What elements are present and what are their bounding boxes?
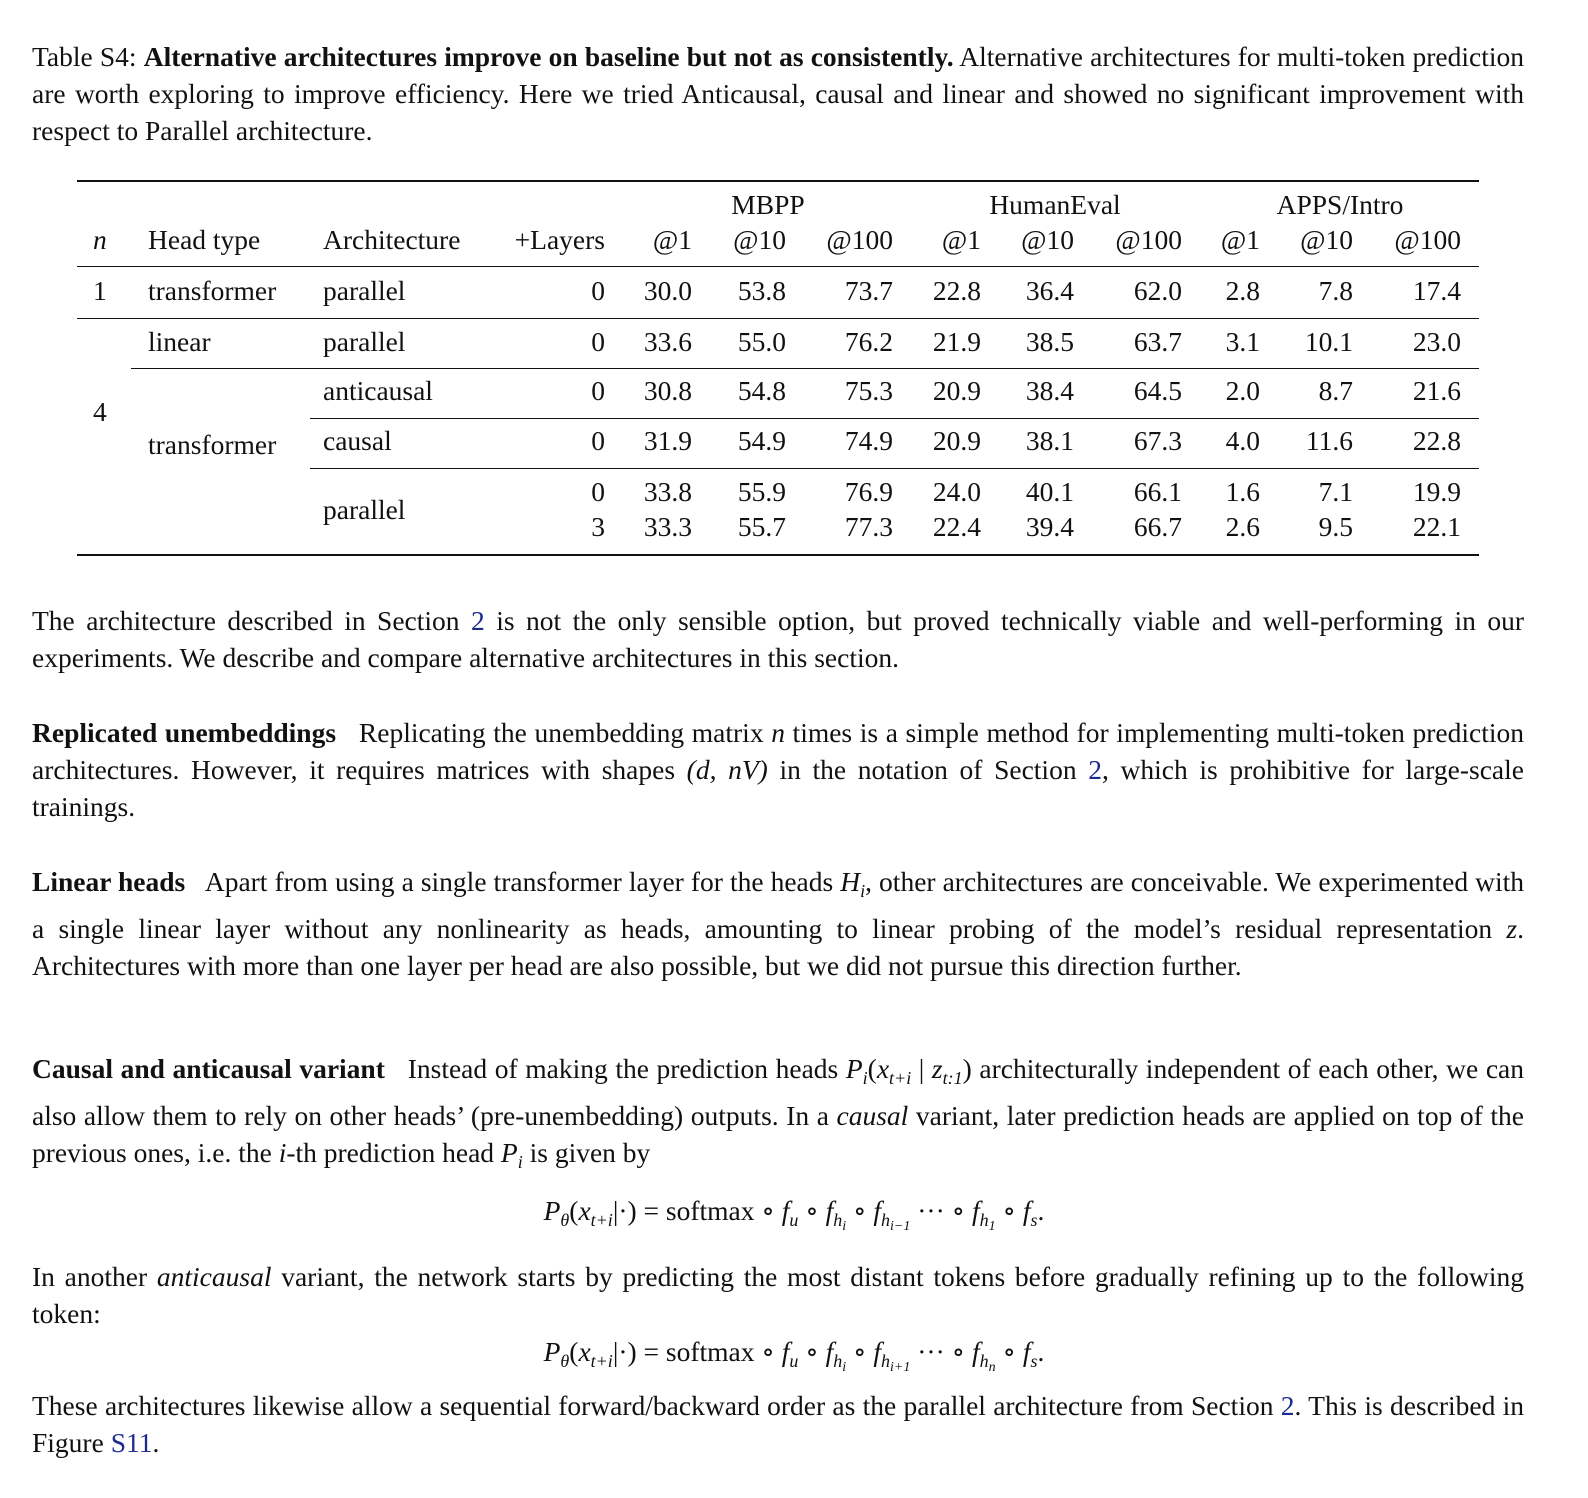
table-value: 76.2 (844, 326, 893, 357)
linear-heads-paragraph (32, 863, 1524, 984)
table-value: 40.1 (1025, 476, 1074, 507)
table-value: 2.0 (1225, 375, 1260, 406)
table-value: 55.0 (737, 326, 786, 357)
table-value: 30.8 (643, 375, 692, 406)
section-link[interactable]: 2 (1280, 1390, 1295, 1421)
group-header-mbpp: MBPP (731, 189, 805, 220)
table-value: 22.4 (932, 511, 981, 542)
table-value: 0 (591, 425, 605, 456)
table-value: 8.7 (1318, 375, 1353, 406)
table-value: 22.8 (932, 275, 981, 306)
table-value: 74.9 (844, 425, 893, 456)
math-Pi: $P_i$ (845, 1053, 868, 1088)
text: In another (32, 1261, 157, 1292)
text: Apart from using a single transformer layer for the heads (204, 866, 841, 897)
table-value: 77.3 (844, 511, 893, 542)
table-rule (310, 418, 1479, 419)
text: Instead of making the prediction heads (407, 1053, 846, 1084)
table-rule (77, 180, 1479, 182)
text: times is a simple method for implementing multi-token prediction architectures. However, it requires matrices with shapes (32, 717, 1524, 785)
table-value: 64.5 (1133, 375, 1182, 406)
n-value: 4 (93, 396, 107, 427)
equation-anticausal: $P_\theta(x_{t+i}|\cdot)$ = softmax ∘ $f_u$ ∘ $f_{h_i}$ ∘ $f_{h_{i+1}}$ ··· ∘ $f_{h_n}$ ∘ $f_s$. (543, 1336, 1045, 1375)
architecture: parallel (323, 326, 406, 357)
column-header: @100 (1394, 224, 1461, 255)
table-value: 66.1 (1133, 476, 1182, 507)
column-header: @100 (1115, 224, 1182, 255)
intro-text: The architecture described in Section (32, 605, 471, 636)
softmax-text: softmax (665, 1195, 755, 1226)
table-value: 17.4 (1412, 275, 1461, 306)
table-value: 2.8 (1225, 275, 1260, 306)
column-header: @1 (1220, 224, 1260, 255)
figure-link[interactable]: S11 (110, 1427, 153, 1458)
table-value: 33.3 (643, 511, 692, 542)
table-value: 23.0 (1412, 326, 1461, 357)
section-link[interactable]: 2 (1088, 754, 1102, 785)
caption-body: Alternative architectures for multi-token prediction are worth exploring to improve efficiency. Here we tried Anticausal, causal and linear and showed no significant improvement with respect to Parallel architecture. (32, 41, 1525, 146)
table-value: 31.9 (643, 425, 692, 456)
intro-paragraph (32, 602, 1524, 676)
table-rule (77, 318, 1479, 319)
table-value: 0 (591, 326, 605, 357)
table-value: 24.0 (932, 476, 981, 507)
text: -th prediction head (286, 1137, 501, 1168)
softmax-text: softmax (665, 1336, 755, 1367)
anticausal-paragraph (32, 1258, 1524, 1332)
table-value: 38.5 (1025, 326, 1074, 357)
table-value: 63.7 (1133, 326, 1182, 357)
table-value: 7.1 (1318, 476, 1353, 507)
paragraph-heading: Replicated unembeddings (32, 717, 337, 748)
text: These architectures likewise allow a sequential forward/backward order as the parallel architecture from Section (32, 1390, 1281, 1421)
table-value: 39.4 (1025, 511, 1074, 542)
head-type: transformer (148, 275, 277, 306)
column-header: @10 (1300, 224, 1353, 255)
table-rule (77, 554, 1479, 556)
caption-title: Alternative architectures improve on baseline but not as consistently. (143, 41, 954, 72)
column-header: @10 (733, 224, 786, 255)
column-header-head-type: Head type (148, 224, 261, 255)
table-value: 20.9 (932, 375, 981, 406)
text: , other architectures are conceivable. We experimented with a single linear layer without any nonlinearity as heads, amounting to linear probing of the model’s residual representation (32, 866, 1524, 944)
architecture: anticausal (323, 375, 433, 406)
math-n: n (771, 717, 785, 748)
math-sub: i (860, 881, 866, 901)
table-value: 2.6 (1225, 511, 1260, 542)
text: . This is described in Figure (32, 1390, 1524, 1458)
table-value: 9.5 (1318, 511, 1353, 542)
column-header: +Layers (514, 224, 605, 255)
table-value: 73.7 (844, 275, 893, 306)
table-value: 33.6 (643, 326, 692, 357)
column-header: @1 (652, 224, 692, 255)
causal-paragraph: Causal and anticausal variant Instead of making the prediction heads $P_i(x_{t+i}$ | $z_{t:1}$) architecturally independent of each other, we can also allow them to rely on other heads’ (pre-unembedding) outputs. In a causal variant, later prediction heads are applied on top of the previous ones, i.e. the i-th prediction head $P_i$ is given by (32, 1053, 1524, 1172)
math-i: i (278, 1137, 287, 1168)
table-value: 1.6 (1225, 476, 1260, 507)
math-shape: (d, nV) (686, 754, 768, 785)
table-value: 22.1 (1412, 511, 1461, 542)
table-value: 22.8 (1412, 425, 1461, 456)
architecture: parallel (323, 494, 406, 525)
table-value: 53.8 (737, 275, 786, 306)
table-value: 19.9 (1412, 476, 1461, 507)
column-header-n: n (93, 224, 107, 255)
text: variant, the network starts by predicting the most distant tokens before gradually refining up to the following token: (32, 1261, 1524, 1329)
table-value: 0 (591, 275, 605, 306)
table-value: 21.6 (1412, 375, 1461, 406)
table-value: 55.9 (737, 476, 786, 507)
group-header-humaneval: HumanEval (989, 189, 1121, 220)
table-value: 76.9 (844, 476, 893, 507)
closing-paragraph (32, 1387, 1524, 1461)
table-value: 38.1 (1025, 425, 1074, 456)
table-value: 62.0 (1133, 275, 1182, 306)
table-rule (310, 468, 1479, 469)
table-value: 3.1 (1225, 326, 1260, 357)
table-value: 11.6 (1305, 425, 1353, 456)
head-type: transformer (148, 429, 277, 460)
table-value: 21.9 (932, 326, 981, 357)
table-value: 67.3 (1133, 425, 1182, 456)
equation-causal: $P_\theta(x_{t+i}|\cdot)$ = softmax ∘ $f_u$ ∘ $f_{h_i}$ ∘ $f_{h_{i-1}}$ ··· ∘ $f_{h_1}$ ∘ $f_s$. (543, 1195, 1045, 1234)
text: . Architectures with more than one layer per head are also possible, but we did not pursue this direction further. (32, 913, 1524, 981)
text: , which is prohibitive for large-scale trainings. (32, 754, 1524, 822)
column-header-architecture: Architecture (323, 224, 461, 255)
intro-text-2: is not the only sensible option, but proved technically viable and well-performing in our experiments. We describe and compare alternative architectures in this section. (32, 605, 1524, 673)
text: Replicating the unembedding matrix (358, 717, 772, 748)
group-header-apps: APPS/Intro (1276, 189, 1404, 220)
table-value: 30.0 (643, 275, 692, 306)
table-value: 55.7 (737, 511, 786, 542)
column-header: @1 (941, 224, 981, 255)
table-value: 20.9 (932, 425, 981, 456)
section-link[interactable]: 2 (471, 605, 485, 636)
table-value: 54.9 (737, 425, 786, 456)
architecture: parallel (323, 275, 406, 306)
architecture: causal (323, 425, 392, 456)
table-value: 38.4 (1025, 375, 1074, 406)
math-H: H (840, 866, 861, 897)
column-header: @10 (1021, 224, 1074, 255)
table-rule (131, 368, 1479, 369)
table-value: 7.8 (1318, 275, 1353, 306)
table-value: 0 (591, 476, 605, 507)
emph-anticausal: anticausal (156, 1261, 272, 1292)
table-value: 10.1 (1304, 326, 1353, 357)
text: architecturally independent of each other, we can also allow them to rely on other heads’ (pre-unembedding) outputs. In a (32, 1053, 1524, 1131)
table-value: 54.8 (737, 375, 786, 406)
table-value: 4.0 (1225, 425, 1260, 456)
head-type: linear (148, 326, 211, 357)
table-rule (77, 266, 1479, 267)
math-z: z (1506, 913, 1518, 944)
replicated-unembeddings-paragraph (32, 714, 1524, 825)
paragraph-heading: Causal and anticausal variant (32, 1053, 385, 1084)
table-value: 36.4 (1025, 275, 1074, 306)
results-table (0, 0, 1588, 560)
caption-label: Table S4: (32, 41, 137, 72)
text: in the notation of Section (767, 754, 1089, 785)
table-value: 66.7 (1133, 511, 1182, 542)
emph-causal: causal (836, 1100, 909, 1131)
table-value: 75.3 (844, 375, 893, 406)
text: variant, later prediction heads are applied on top of the previous ones, i.e. the (32, 1100, 1524, 1168)
table-value: 3 (591, 511, 605, 542)
text: . (152, 1427, 160, 1458)
text: is given by (522, 1137, 651, 1168)
math-Pi: $P_i$ (500, 1137, 523, 1172)
paragraph-heading: Linear heads (32, 866, 186, 897)
table-value: 0 (591, 375, 605, 406)
column-header: @100 (826, 224, 893, 255)
n-value: 1 (93, 275, 107, 306)
table-value: 33.8 (643, 476, 692, 507)
